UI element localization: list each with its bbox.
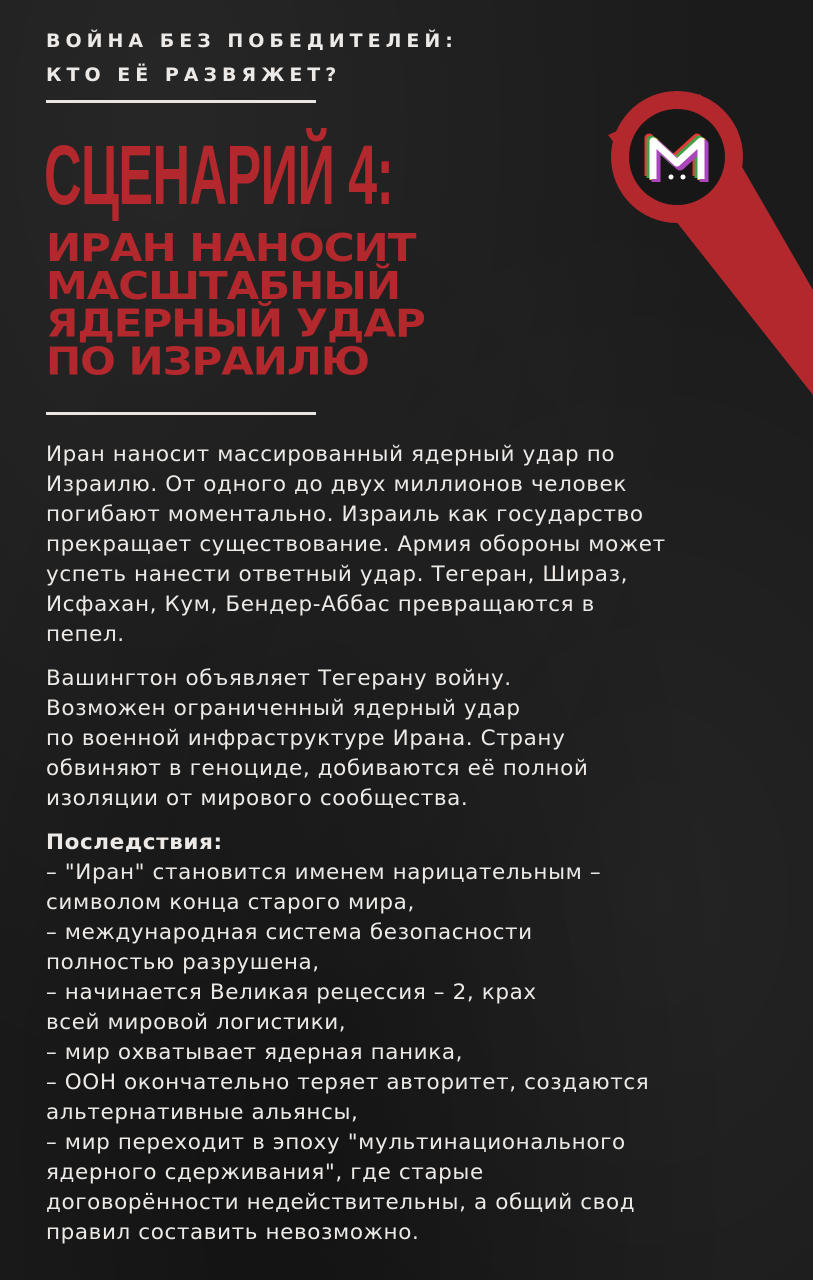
consequence-line: всей мировой логистики, — [46, 1010, 347, 1035]
text-line: пепел. — [46, 622, 125, 647]
kicker — [46, 24, 458, 92]
consequence-line: – ООН окончательно теряет авторитет, создаются — [46, 1070, 650, 1095]
subtitle-line: МАСШТАБНЫЙ — [46, 263, 400, 309]
text-line: по военной инфраструктуре Ирана. Страну — [46, 726, 566, 751]
consequences-heading: Последствия: — [46, 830, 223, 855]
bottom-divider — [46, 412, 316, 415]
text-line: погибают моментально. Израиль как государство — [46, 502, 644, 527]
text-line: успеть нанести ответный удар. Тегеран, Шираз, — [46, 562, 629, 587]
scenario-subtitle — [46, 225, 425, 384]
consequence-line: – "Иран" становится именем нарицательным – — [46, 860, 602, 885]
consequence-line: – мир охватывает ядерная паника, — [46, 1040, 464, 1065]
text-line: Исфахан, Кум, Бендер-Аббас превращаются в — [46, 592, 595, 617]
consequences — [46, 828, 796, 1248]
text-line: Иран наносит массированный ядерный удар по — [46, 442, 616, 467]
consequence-line: – международная система безопасности — [46, 920, 533, 945]
consequence-line: – мир переходит в эпоху "мультинационального — [46, 1130, 626, 1155]
article-body — [46, 440, 796, 1262]
paragraph-1 — [46, 440, 796, 650]
subtitle-line: ИРАН НАНОСИТ — [46, 225, 416, 271]
text-line: Возможен ограниченный ядерный удар — [46, 696, 521, 721]
consequence-line: альтернативные альянсы, — [46, 1100, 359, 1125]
kicker-line-1: ВОЙНА БЕЗ ПОБЕДИТЕЛЕЙ: — [46, 30, 458, 52]
consequence-line: символом конца старого мира, — [46, 890, 415, 915]
consequence-line: правил составить невозможно. — [46, 1220, 420, 1245]
text-line: обвиняют в геноциде, добиваются её полной — [46, 756, 589, 781]
kicker-line-2: КТО ЕЁ РАЗВЯЖЕТ? — [46, 64, 342, 86]
top-divider — [46, 100, 316, 103]
consequence-line: полностью разрушена, — [46, 950, 320, 975]
scenario-title: СЦЕНАРИЙ 4: — [44, 128, 394, 222]
consequence-line: ядерного сдерживания", где старые — [46, 1160, 484, 1185]
text-line: Израилю. От одного до двух миллионов человек — [46, 472, 627, 497]
m-logo-icon — [611, 91, 743, 223]
subtitle-line: ЯДЕРНЫЙ УДАР — [46, 300, 425, 346]
paragraph-2 — [46, 664, 796, 814]
text-line: Вашингтон объявляет Тегерану войну. — [46, 666, 512, 691]
consequence-line: договорённости недействительны, а общий свод — [46, 1190, 636, 1215]
subtitle-line: ПО ИЗРАИЛЮ — [46, 338, 370, 384]
text-line: прекращает существование. Армия обороны может — [46, 532, 666, 557]
consequence-line: – начинается Великая рецессия – 2, крах — [46, 980, 537, 1005]
text-line: изоляции от мирового сообщества. — [46, 786, 469, 811]
